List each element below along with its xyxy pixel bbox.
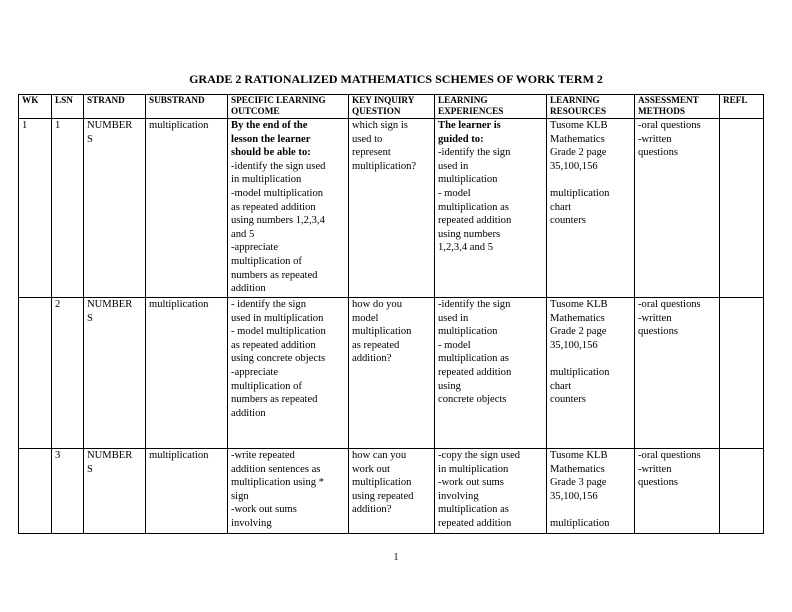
lesson-cell: 1 — [52, 119, 84, 298]
assessment-methods-cell: -oral questions -written questions — [635, 449, 720, 534]
key-inquiry-question-cell: which sign is used to represent multiplication? — [349, 119, 435, 298]
strand-cell: NUMBER S — [84, 119, 146, 298]
spacer — [550, 173, 632, 187]
specific-learning-outcome-cell: - identify the sign used in multiplication - model multiplication as repeated addition using concrete objects -appreciate multiplication of numbers as repeated addition — [228, 298, 349, 449]
learning-experiences-cell: The learner is guided to: -identify the sign used in multiplication - model multiplication as repeated addition using numbers 1,2,3,4 and 5 — [435, 119, 547, 298]
table-header-row — [19, 95, 764, 119]
assessment-methods-cell: -oral questions -written questions — [635, 119, 720, 298]
table-row — [19, 449, 764, 534]
header-specific-learning-outcome: SPECIFIC LEARNING OUTCOME — [228, 95, 349, 119]
header-reflection: REFL — [720, 95, 764, 119]
learning-resources-cell: Tusome KLB Mathematics Grade 3 page 35,100,156 multiplication — [547, 449, 635, 534]
header-learning-resources: LEARNING RESOURCES — [547, 95, 635, 119]
strand-cell: NUMBER S — [84, 449, 146, 534]
week-cell: 1 — [19, 119, 52, 298]
substrand-cell: multiplication — [146, 298, 228, 449]
specific-learning-outcome-cell: -write repeated addition sentences as multiplication using * sign -work out sums involving — [228, 449, 349, 534]
page-number: 1 — [393, 552, 399, 563]
substrand-cell: multiplication — [146, 449, 228, 534]
table-row — [19, 298, 764, 449]
reflection-cell — [720, 298, 764, 449]
reflection-cell — [720, 449, 764, 534]
spacer — [550, 503, 632, 517]
learning-experiences-cell: -copy the sign used in multiplication -work out sums involving multiplication as repeated addition — [435, 449, 547, 534]
table-body — [19, 119, 764, 534]
specific-learning-outcome-cell: By the end of the lesson the learner should be able to: -identify the sign used in multiplication -model multiplication as repeated addition using numbers 1,2,3,4 and 5 -appreciate multiplication of numbers as repeated addition — [228, 119, 349, 298]
key-inquiry-question-cell: how do you model multiplication as repeated addition? — [349, 298, 435, 449]
lesson-cell: 3 — [52, 449, 84, 534]
reflection-cell — [720, 119, 764, 298]
week-cell — [19, 449, 52, 534]
table-row — [19, 119, 764, 298]
key-inquiry-question-cell: how can you work out multiplication using repeated addition? — [349, 449, 435, 534]
spacer — [550, 352, 632, 366]
header-key-inquiry-question: KEY INQUIRY QUESTION — [349, 95, 435, 119]
learning-experiences-cell: -identify the sign used in multiplication - model multiplication as repeated addition using concrete objects — [435, 298, 547, 449]
lesson-cell: 2 — [52, 298, 84, 449]
document-title: GRADE 2 RATIONALIZED MATHEMATICS SCHEMES OF WORK TERM 2 — [189, 72, 603, 86]
header-assessment-methods: ASSESSMENT METHODS — [635, 95, 720, 119]
substrand-cell: multiplication — [146, 119, 228, 298]
learning-resources-cell: Tusome KLB Mathematics Grade 2 page 35,100,156 multiplication chart counters — [547, 298, 635, 449]
learning-resources-cell: Tusome KLB Mathematics Grade 2 page 35,100,156 multiplication chart counters — [547, 119, 635, 298]
header-strand: STRAND — [84, 95, 146, 119]
week-cell — [19, 298, 52, 449]
assessment-methods-cell: -oral questions -written questions — [635, 298, 720, 449]
header-lsn: LSN — [52, 95, 84, 119]
strand-cell: NUMBER S — [84, 298, 146, 449]
header-learning-experiences: LEARNING EXPERIENCES — [435, 95, 547, 119]
header-substrand: SUBSTRAND — [146, 95, 228, 119]
schemes-of-work-table — [18, 94, 764, 534]
header-wk: WK — [19, 95, 52, 119]
